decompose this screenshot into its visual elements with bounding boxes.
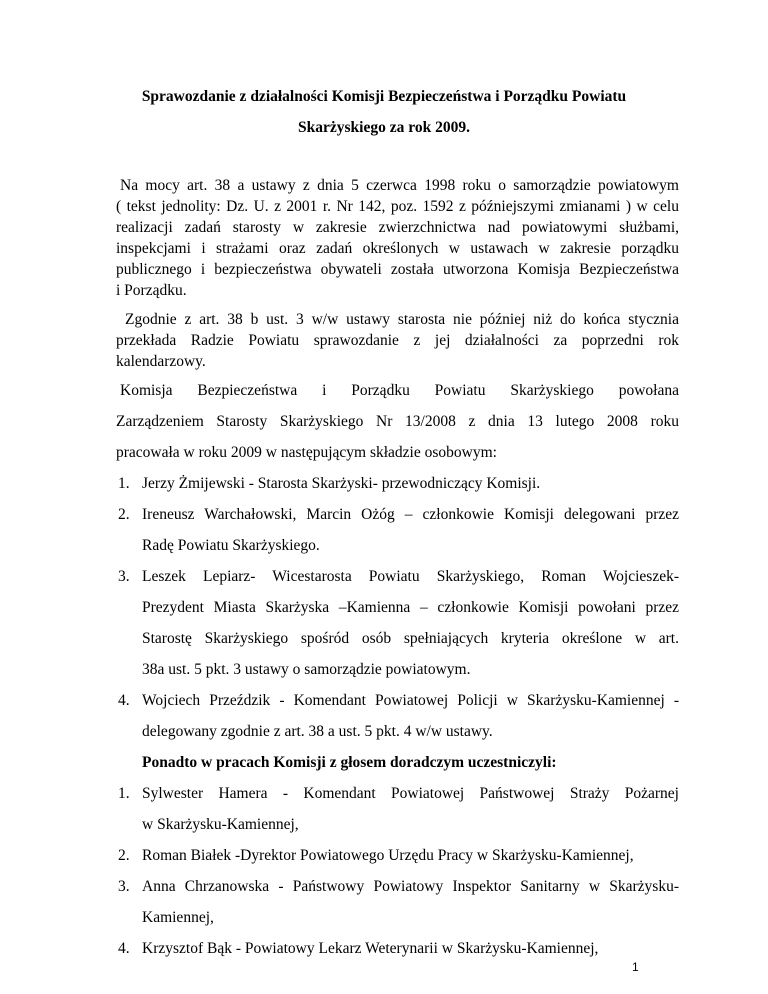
list-item xyxy=(118,933,679,964)
advisors-heading: Ponadto w pracach Komisji z głosem doradczym uczestniczyli: xyxy=(142,754,557,771)
list-number: 3. xyxy=(118,878,130,895)
list-number: 3. xyxy=(118,568,130,585)
list-item xyxy=(118,871,679,933)
paragraph-line: Zarządzeniem Starosty Skarżyskiego Nr 13/2008 z dnia 13 lutego 2008 roku xyxy=(116,413,679,430)
list-item-text: Anna Chrzanowska - Państwowy Powiatowy Inspektor Sanitarny w Skarżysku- xyxy=(142,878,679,895)
paragraph-line: ( tekst jednolity: Dz. U. z 2001 r. Nr 142, poz. 1592 z późniejszymi zmianami ) w celu xyxy=(116,198,679,215)
list-number: 1. xyxy=(118,475,130,492)
report-title-line-2: Skarżyskiego za rok 2009. xyxy=(298,119,470,136)
list-item xyxy=(118,685,679,747)
paragraph-line: kalendarzowy. xyxy=(116,353,206,370)
list-item-text: Ireneusz Warchałowski, Marcin Ożóg – członkowie Komisji delegowani przez xyxy=(142,506,679,523)
list-number: 4. xyxy=(118,940,130,957)
list-item-text: delegowany zgodnie z art. 38 a ust. 5 pkt. 4 w/w ustawy. xyxy=(142,723,493,740)
paragraph-line: publicznego i bezpieczeństwa obywateli została utworzona Komisja Bezpieczeństwa xyxy=(116,261,679,278)
list-item-text: Krzysztof Bąk - Powiatowy Lekarz Weterynarii w Skarżysku-Kamiennej, xyxy=(142,940,599,957)
paragraph-legal-basis xyxy=(116,175,679,301)
list-number: 1. xyxy=(118,785,130,802)
list-item xyxy=(118,561,679,685)
list-item-text: 38a ust. 5 pkt. 3 ustawy o samorządzie powiatowym. xyxy=(142,661,471,678)
list-item-text: Kamiennej, xyxy=(142,909,214,926)
advisors-heading-row xyxy=(118,747,679,778)
paragraph-line: realizacji zadań starosty w zakresie zwierzchnictwa nad powiatowymi służbami, xyxy=(116,219,679,236)
list-item xyxy=(118,499,679,561)
list-number: 2. xyxy=(118,847,130,864)
page-number: 1 xyxy=(632,960,639,974)
paragraph-line: przekłada Radzie Powiatu sprawozdanie z jej działalności za poprzedni rok xyxy=(116,332,679,349)
list-item-text: Radę Powiatu Skarżyskiego. xyxy=(142,537,320,554)
paragraph-line: inspekcjami i strażami oraz zadań określonych w ustawach w zakresie porządku xyxy=(116,240,679,257)
list-item xyxy=(118,840,679,871)
paragraph-reporting-duty xyxy=(116,309,679,372)
list-number: 2. xyxy=(118,506,130,523)
report-title-line-1: Sprawozdanie z działalności Komisji Bezpieczeństwa i Porządku Powiatu xyxy=(141,88,627,105)
list-item-text: Wojciech Przeździk - Komendant Powiatowej Policji w Skarżysku-Kamiennej - xyxy=(142,692,679,709)
list-number: 4. xyxy=(118,692,130,709)
list-item-text: w Skarżysku-Kamiennej, xyxy=(142,816,299,833)
list-item xyxy=(118,468,679,499)
paragraph-line: Zgodnie z art. 38 b ust. 3 w/w ustawy starosta nie później niż do końca stycznia xyxy=(125,311,679,328)
list-item-text: Starostę Skarżyskiego spośród osób spełniających kryteria określone w art. xyxy=(142,630,679,647)
paragraph-line: Na mocy art. 38 a ustawy z dnia 5 czerwca 1998 roku o samorządzie powiatowym xyxy=(120,177,679,194)
paragraph-line: Komisja Bezpieczeństwa i Porządku Powiatu Skarżyskiego powołana xyxy=(120,382,679,399)
paragraph-line: i Porządku. xyxy=(116,282,187,299)
members-list xyxy=(118,468,679,964)
list-item-text: Leszek Lepiarz- Wicestarosta Powiatu Skarżyskiego, Roman Wojcieszek- xyxy=(142,568,679,585)
paragraph-composition xyxy=(116,375,679,468)
list-item-text: Roman Białek -Dyrektor Powiatowego Urzędu Pracy w Skarżysku-Kamiennej, xyxy=(142,847,634,864)
list-item-text: Jerzy Żmijewski - Starosta Skarżyski- przewodniczący Komisji. xyxy=(142,475,541,492)
list-item-text: Prezydent Miasta Skarżyska –Kamienna – członkowie Komisji powołani przez xyxy=(142,599,679,616)
paragraph-line: pracowała w roku 2009 w następującym składzie osobowym: xyxy=(116,444,497,461)
list-item-text: Sylwester Hamera - Komendant Powiatowej Państwowej Straży Pożarnej xyxy=(142,785,679,802)
list-item xyxy=(118,778,679,840)
